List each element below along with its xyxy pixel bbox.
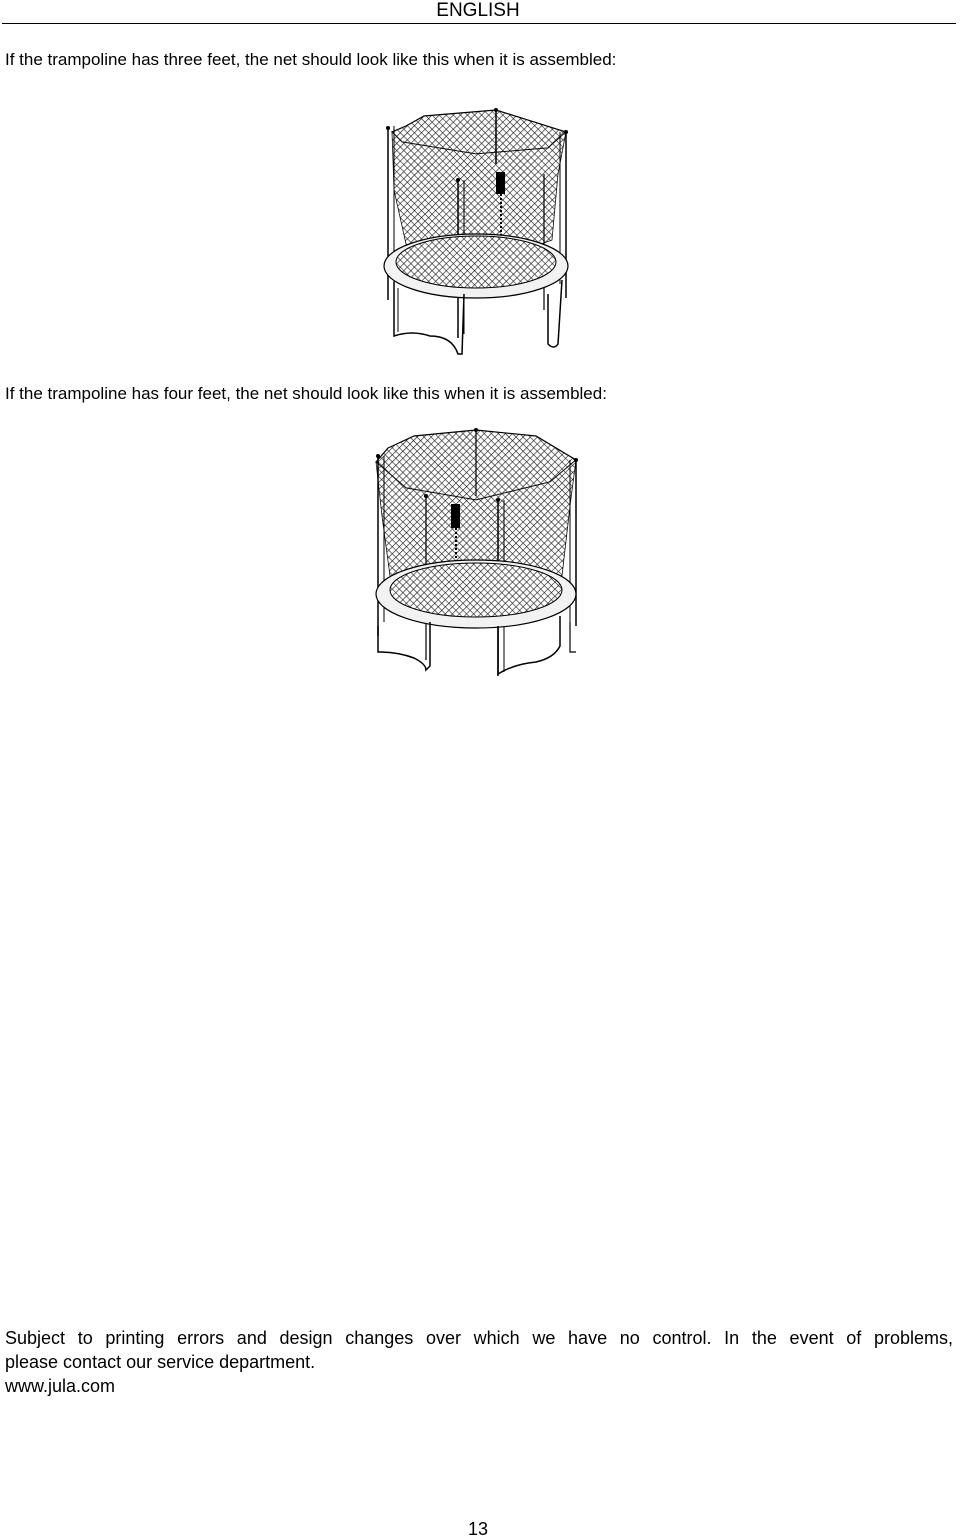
header-divider bbox=[2, 23, 956, 24]
page-number: 13 bbox=[467, 1519, 489, 1539]
paragraph-four-feet: If the trampoline has four feet, the net should look like this when it is assembled: bbox=[5, 384, 607, 403]
trampoline-three-feet-illustration bbox=[372, 104, 584, 360]
footer-website-link[interactable]: www.jula.com bbox=[5, 1376, 116, 1396]
trampoline-four-feet-illustration bbox=[364, 426, 588, 680]
paragraph-three-feet: If the trampoline has three feet, the net should look like this when it is assembled: bbox=[5, 50, 617, 69]
footer-disclaimer-line-2: please contact our service department. bbox=[5, 1352, 316, 1372]
footer-disclaimer-line-1: Subject to printing errors and design changes over which we have no control. In the event of problems, bbox=[5, 1328, 953, 1348]
footer-disclaimer bbox=[5, 1326, 953, 1398]
header-language: ENGLISH bbox=[436, 0, 520, 21]
